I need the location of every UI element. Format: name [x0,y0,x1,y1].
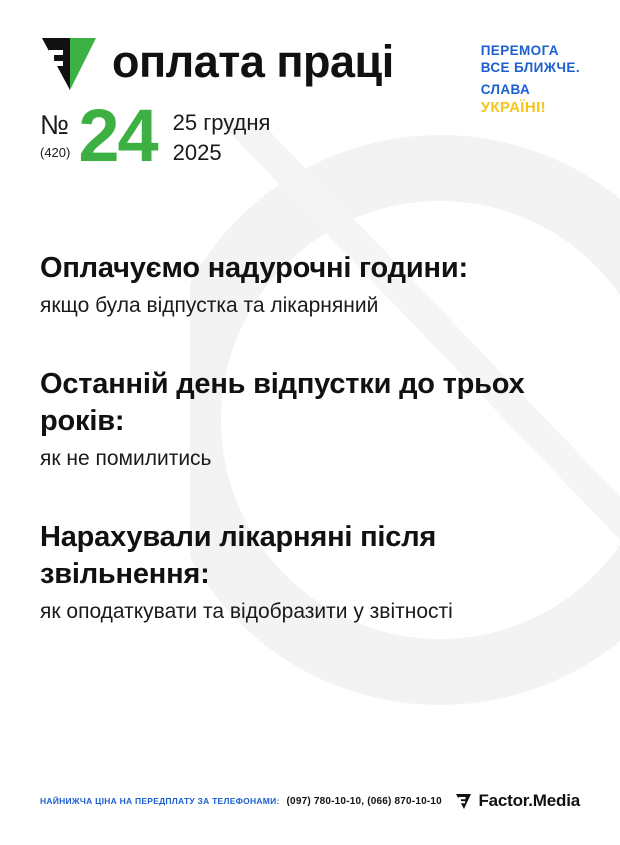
article-title: Нарахували лікарняні після звільнення: [40,520,437,590]
publisher-block[interactable] [455,791,580,811]
list-item[interactable] [40,519,580,626]
issue-date [173,108,271,167]
factor-delta-logo-icon [40,36,98,92]
subscribe-phones[interactable]: (097) 780-10-10, (066) 870-10-10 [286,795,442,807]
slogan-line-3: СЛАВА [480,81,531,97]
slogan-line-2: ВСЕ БЛИЖЧЕ. [480,60,580,76]
slogan-line-1: ПЕРЕМОГА [480,43,559,58]
issue-number-cumulative: (420) [40,145,71,160]
article-subtitle: як не помилитись [40,447,212,471]
article-list [0,250,620,626]
article-subtitle: якщо була відпустка та лікарняний [40,294,379,318]
cover-header [0,0,620,116]
subscribe-label: НАЙНИЖЧА ЦІНА НА ПЕРЕДПЛАТУ ЗА ТЕЛЕФОНАМИ: [40,796,280,806]
publisher-name: Factor.Media [478,791,580,810]
cover-footer [0,791,620,811]
list-item[interactable] [40,250,580,320]
article-title: Останній день відпустки до трьох років: [40,367,525,437]
slogan-line-4: УКРАЇНІ! [480,98,547,116]
issue-number-prefix-block [40,112,70,160]
article-subtitle: як оподаткувати та відобразити у звітності [40,599,453,623]
issue-number: 24 [78,94,157,177]
issue-date-year: 2025 [172,139,222,165]
issue-info [40,94,620,178]
issue-date-day-month: 25 грудня [172,110,271,135]
article-title: Оплачуємо надурочні години: [40,252,468,284]
issue-number-prefix: № [40,110,69,140]
list-item[interactable] [40,366,580,473]
publication-title: оплата праці [112,36,394,87]
factor-media-mark-icon [455,793,472,810]
